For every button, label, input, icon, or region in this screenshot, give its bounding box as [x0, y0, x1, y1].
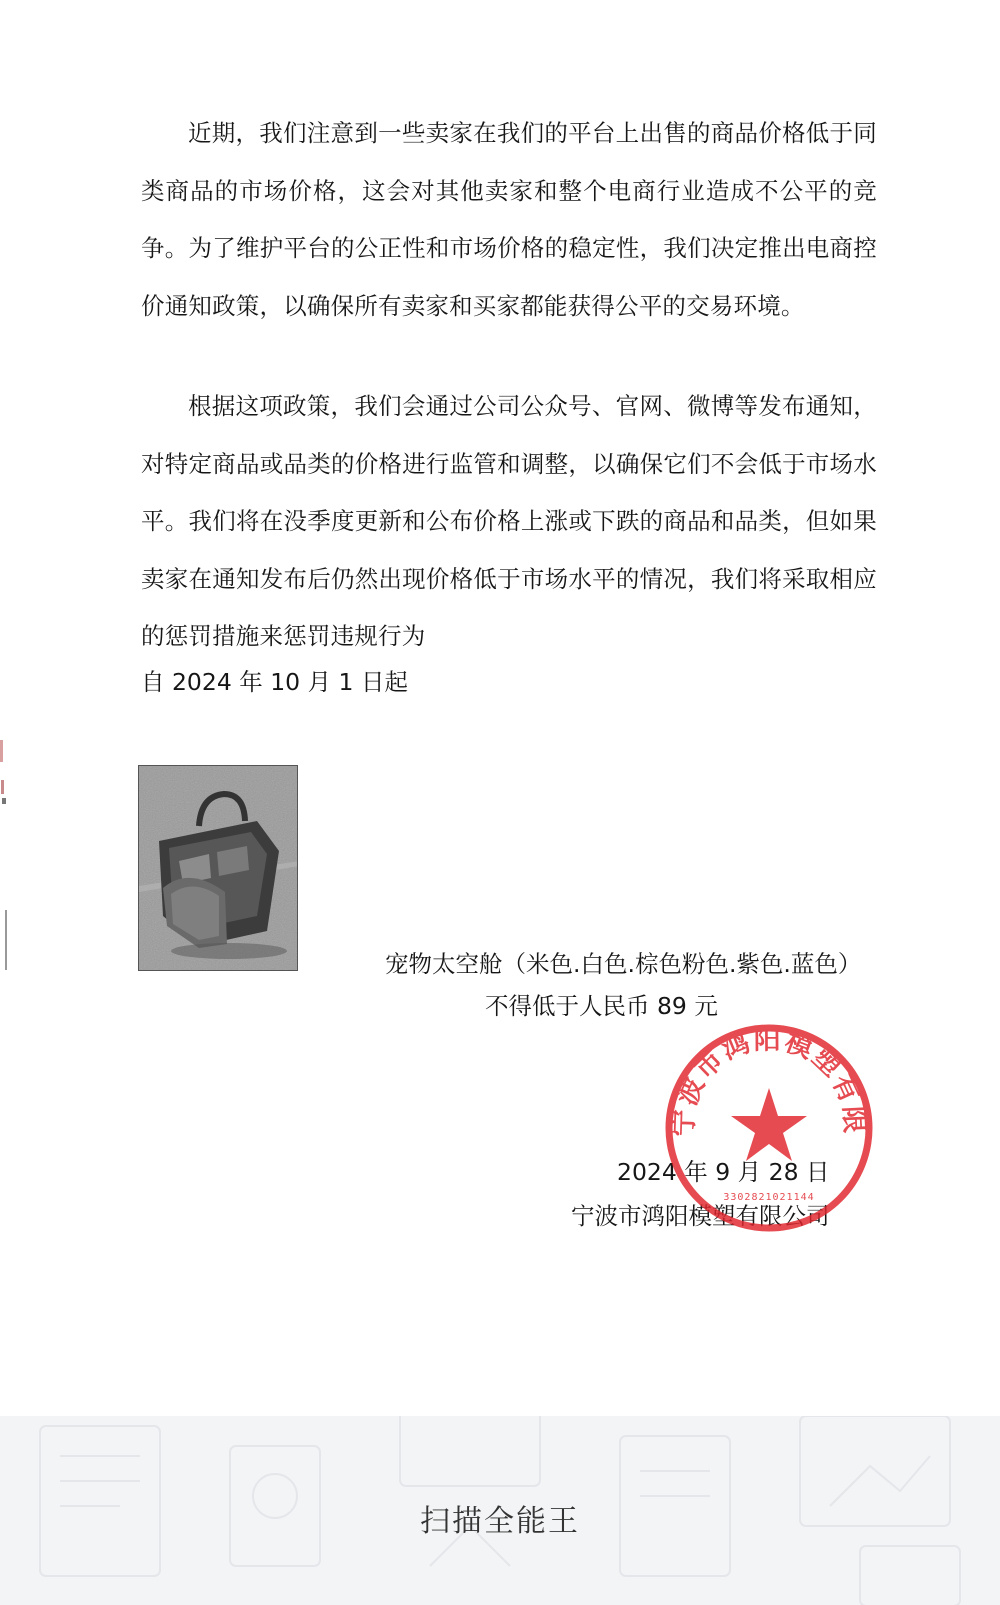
company-signature-name: 宁波市鸿阳模塑有限公司 — [571, 1202, 830, 1230]
seal-number: 3302821021144 — [723, 1192, 815, 1203]
scanner-app-label: 扫描全能王 — [420, 1504, 580, 1539]
issue-date: 2024 年 9 月 28 日 — [617, 1158, 830, 1186]
product-photo — [138, 765, 298, 971]
scanner-app-footer — [0, 1416, 1000, 1605]
price-floor: 不得低于人民币 89 元 — [485, 992, 718, 1020]
company-seal-stamp — [663, 1022, 875, 1234]
notice-paragraph-2: 根据这项政策，我们会通过公司公众号、官网、微博等发布通知，对特定商品或品类的价格进行监管和调整，以确保它们不会低于市场水平。我们将在没季度更新和公布价格上涨或下跌的商品和品类，但如果卖家在通知发布后仍然出现价格低于市场水平的情况，我们将采取相应的惩罚措施来惩罚违规行为 — [141, 392, 877, 650]
notice-paragraph-1: 近期，我们注意到一些卖家在我们的平台上出售的商品价格低于同类商品的市场价格，这会对其他卖家和整个电商行业造成不公平的竞争。为了维护平台的公正性和市场价格的稳定性，我们决定推出电商控价通知政策，以确保所有卖家和买家都能获得公平的交易环境。 — [141, 119, 877, 320]
product-name: 宠物太空舱（米色.白色.棕色粉色.紫色.蓝色） — [385, 950, 862, 978]
scan-edge-marks — [0, 740, 10, 980]
seal-text: 宁波市鸿阳模塑有限 — [668, 1024, 870, 1137]
effective-date: 自 2024 年 10 月 1 日起 — [141, 668, 408, 696]
